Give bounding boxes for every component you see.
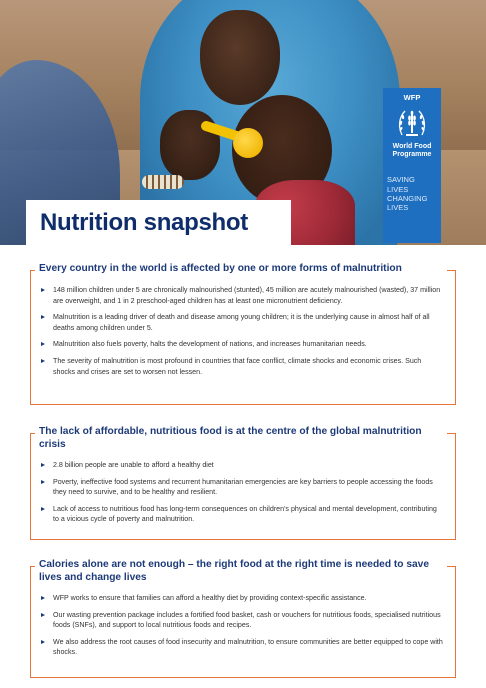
list-item-text: Poverty, ineffective food systems and recurrent humanitarian emergencies are key barriers to people accessing the foods they need to survive, and to be healthy and resilient. [53, 477, 433, 497]
list-item-text: We also address the root causes of food insecurity and malnutrition, to ensure communities are better equipped to cope with shocks. [53, 637, 443, 657]
list-item [41, 504, 443, 525]
list-item-text: WFP works to ensure that families can afford a healthy diet by providing context-specific assistance. [53, 594, 367, 602]
section-malnutrition-everywhere [30, 263, 456, 405]
bullet-list [41, 460, 443, 525]
triangle-bullet-icon [41, 463, 45, 467]
title-box [26, 200, 291, 245]
list-item [41, 339, 443, 350]
list-item-text: Malnutrition also fuels poverty, halts the development of nations, and increases humanitarian needs. [53, 340, 367, 349]
wfp-logo-badge [383, 88, 441, 243]
triangle-bullet-icon [41, 288, 45, 292]
wheat-laurel-emblem-icon [394, 105, 430, 141]
triangle-bullet-icon [41, 640, 45, 644]
mother-face [200, 10, 280, 105]
wfp-tagline [387, 176, 437, 212]
section-heading: Every country in the world is affected by one or more forms of malnutrition [39, 263, 402, 274]
section-heading: The lack of affordable, nutritious food is at the centre of the global malnutrition crisis [39, 426, 422, 450]
list-item [41, 477, 443, 498]
tagline-lives-2: LIVES [387, 203, 409, 213]
wfp-name-line2: Programme [392, 151, 432, 159]
bullet-list [41, 285, 443, 377]
list-item-text: 2.8 billion people are unable to afford a healthy diet [53, 461, 214, 469]
triangle-bullet-icon [41, 480, 45, 484]
triangle-bullet-icon [41, 342, 45, 346]
list-item-text: Lack of access to nutritious food has long-term consequences on children's physical and mental development, contributing to a vicious cycle of poverty and malnutrition. [53, 504, 437, 524]
list-item [41, 356, 443, 377]
bracelet [142, 175, 184, 189]
list-item [41, 285, 443, 306]
section-affordable-food [30, 426, 456, 540]
triangle-bullet-icon [41, 315, 45, 319]
section-heading: Calories alone are not enough – the right food at the right time is needed to save lives and change lives [39, 559, 430, 583]
section-right-food [30, 559, 456, 678]
list-item-text: 148 million children under 5 are chronically malnourished (stunted), 45 million are acutely malnourished (wasted), 37 million are overweight, and 1 in 2 preschool-aged children has at least one micronutrient deficiency. [53, 286, 441, 305]
section-heading-wrap [35, 559, 447, 584]
mother-hand [160, 110, 220, 180]
tagline-lives: LIVES [387, 184, 409, 194]
list-item-text: The severity of malnutrition is most profound in countries that face conflict, climate shocks and economic crises. Such shocks and crises are set to worsen not lessen. [53, 356, 422, 376]
list-item [41, 593, 443, 604]
list-item [41, 460, 443, 471]
tagline-changing: CHANGING [387, 193, 428, 203]
triangle-bullet-icon [41, 596, 45, 600]
list-item-text: Malnutrition is a leading driver of death and disease among young children; it is the underlying cause in almost half of all deaths among children under 5. [53, 313, 430, 332]
list-item [41, 312, 443, 333]
tagline-saving: SAVING [387, 175, 415, 185]
wfp-name-line1: World Food [392, 143, 432, 151]
bullet-list [41, 593, 443, 658]
triangle-bullet-icon [41, 507, 45, 511]
wfp-acronym: WFP [403, 93, 421, 102]
list-item [41, 610, 443, 631]
triangle-bullet-icon [41, 359, 45, 363]
list-item-text: Our wasting prevention package includes a fortified food basket, cash or vouchers for nutritious foods, specialised nutritious foods (SNFs), and support to local nutritious foods and recipes. [53, 610, 441, 630]
list-item [41, 637, 443, 658]
section-heading-wrap [35, 263, 447, 276]
spoon-head [233, 128, 263, 158]
triangle-bullet-icon [41, 613, 45, 617]
page-title: Nutrition snapshot [40, 209, 248, 236]
section-heading-wrap [35, 426, 447, 451]
